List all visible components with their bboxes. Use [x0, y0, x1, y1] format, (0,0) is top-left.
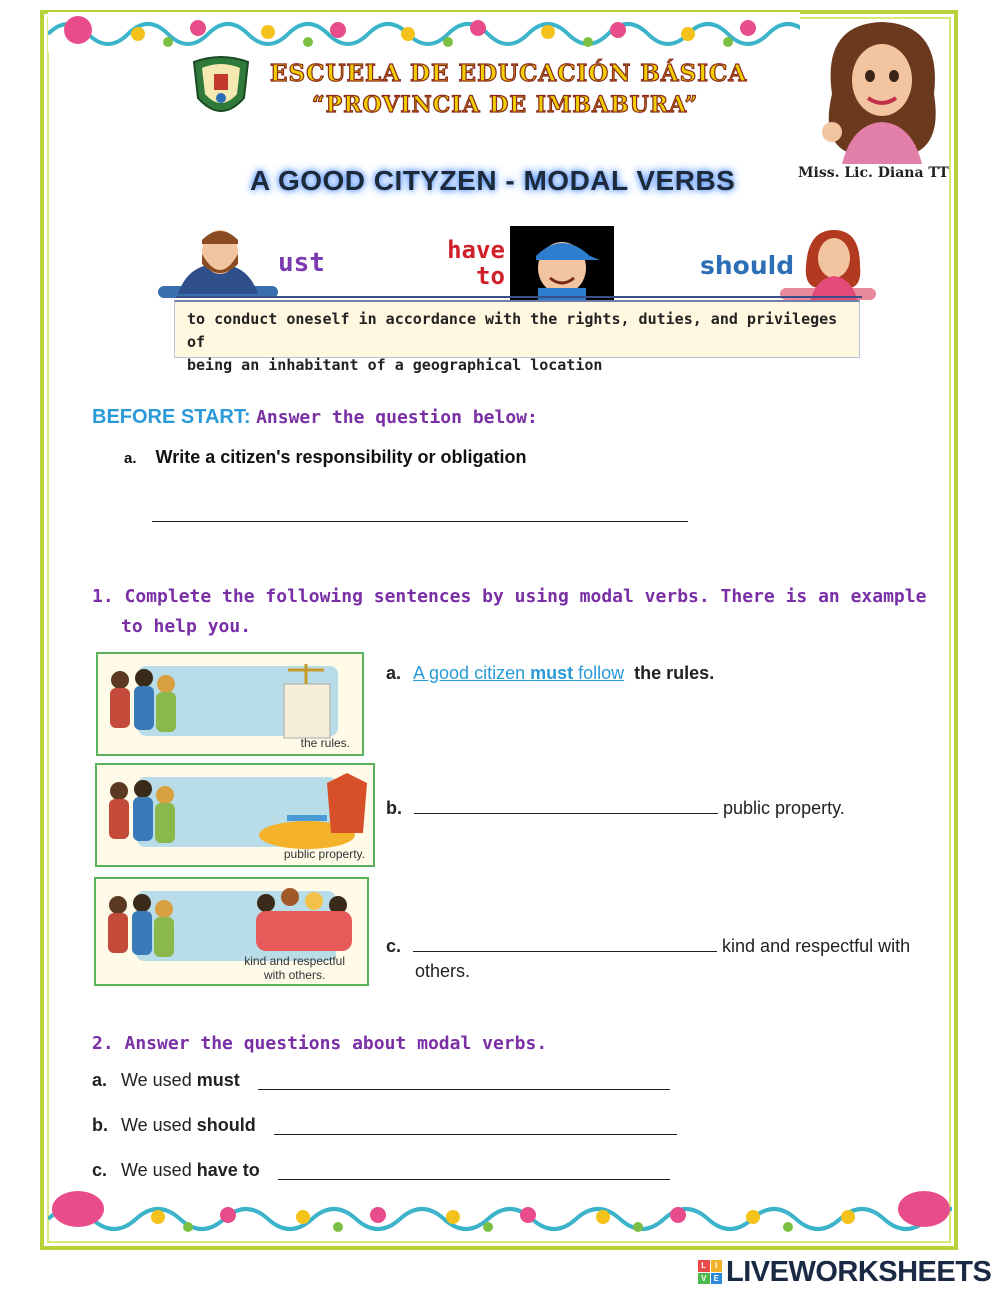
sentence-b — [386, 798, 845, 819]
question2-a-letter: a. — [92, 1070, 108, 1090]
banner-divider — [176, 296, 862, 298]
image-kind-caption-line2: with others. — [263, 968, 326, 982]
top-floral-decoration — [48, 12, 800, 52]
sentence-a — [386, 663, 714, 684]
sentence-b-ending: public property. — [723, 798, 845, 818]
question2-b-pre: We used — [121, 1115, 197, 1135]
sentence-c — [386, 934, 910, 984]
question2-a — [92, 1070, 240, 1091]
sentence-a-ending: the rules. — [634, 663, 715, 683]
image-kind-respectful — [94, 877, 369, 986]
have-label-line2: to — [476, 262, 505, 290]
before-start-heading — [92, 406, 538, 429]
worker-cap-illustration — [510, 226, 614, 302]
section1-line2: to help you. — [121, 616, 252, 637]
sentence-c-ending: kind and respectful with — [722, 936, 911, 956]
teacher-signature: Miss. Lic. Diana TT — [798, 165, 949, 181]
before-start-instruction: Answer the question below: — [256, 407, 538, 428]
example-modal: must — [530, 663, 574, 683]
image-kind-caption-line1: kind and respectful — [244, 954, 345, 968]
must-label: ust — [278, 248, 325, 278]
liveworksheets-badge-icon: L I V E — [698, 1260, 722, 1284]
sentence-c-letter: c. — [386, 936, 402, 956]
example-answer — [413, 663, 624, 683]
question-text: Write a citizen's responsibility or obligation — [155, 447, 527, 467]
question2-b-letter: b. — [92, 1115, 108, 1135]
image-public-property — [95, 763, 375, 867]
sentence-c-ending2: others. — [415, 961, 471, 981]
example-pre: A good citizen — [413, 663, 531, 683]
worksheet-title: A GOOD CITYZEN - MODAL VERBS — [250, 165, 736, 196]
question2-c-letter: c. — [92, 1160, 108, 1180]
question2-b-answer-field[interactable] — [274, 1117, 677, 1135]
sentence-a-letter: a. — [386, 663, 402, 683]
example-post: follow — [573, 663, 625, 683]
question2-c — [92, 1160, 260, 1181]
have-label-line1: have — [447, 236, 505, 264]
section1-line1: 1. Complete the following sentences by using modal verbs. There is an example — [92, 586, 927, 607]
definition-line2: being an inhabitant of a geographical location — [187, 356, 603, 374]
should-label: should — [700, 251, 795, 280]
school-crest-logo — [188, 54, 254, 124]
before-question — [124, 447, 527, 468]
sentence-b-answer-field[interactable] — [414, 798, 718, 814]
section1-instructions — [92, 582, 926, 642]
woman-phone-illustration — [780, 226, 876, 302]
bearded-man-illustration — [158, 224, 278, 304]
question2-a-modal: must — [196, 1070, 240, 1090]
question2-c-answer-field[interactable] — [278, 1162, 670, 1180]
school-name-line2: “PROVINCIA DE IMBABURA” — [312, 92, 699, 118]
question-letter: a. — [124, 450, 137, 467]
question2-b — [92, 1115, 256, 1136]
before-answer-field[interactable] — [152, 502, 688, 522]
bottom-floral-decoration — [48, 1185, 952, 1237]
liveworksheets-logo[interactable]: LIVEWORKSHEETS — [726, 1256, 992, 1288]
question2-b-modal: should — [196, 1115, 256, 1135]
question2-a-pre: We used — [121, 1070, 197, 1090]
image-rules-caption: the rules. — [300, 736, 350, 750]
image-rules — [96, 652, 364, 756]
school-name-line1: ESCUELA DE EDUCACIÓN BÁSICA — [270, 60, 748, 87]
have-to-label — [428, 237, 505, 289]
citizen-definition-box — [174, 300, 860, 374]
image-kind-caption — [244, 954, 345, 982]
section2-heading: 2. Answer the questions about modal verbs. — [92, 1033, 548, 1054]
teacher-avatar — [812, 14, 950, 164]
definition-line1: to conduct oneself in accordance with the rights, duties, and privileges of — [187, 310, 838, 351]
sentence-b-letter: b. — [386, 798, 402, 818]
question2-c-pre: We used — [121, 1160, 197, 1180]
sentence-c-answer-field[interactable] — [413, 936, 717, 952]
image-public-property-caption: public property. — [283, 847, 365, 861]
question2-c-modal: have to — [196, 1160, 260, 1180]
before-start-label: BEFORE START: — [92, 406, 251, 428]
question2-a-answer-field[interactable] — [258, 1072, 670, 1090]
